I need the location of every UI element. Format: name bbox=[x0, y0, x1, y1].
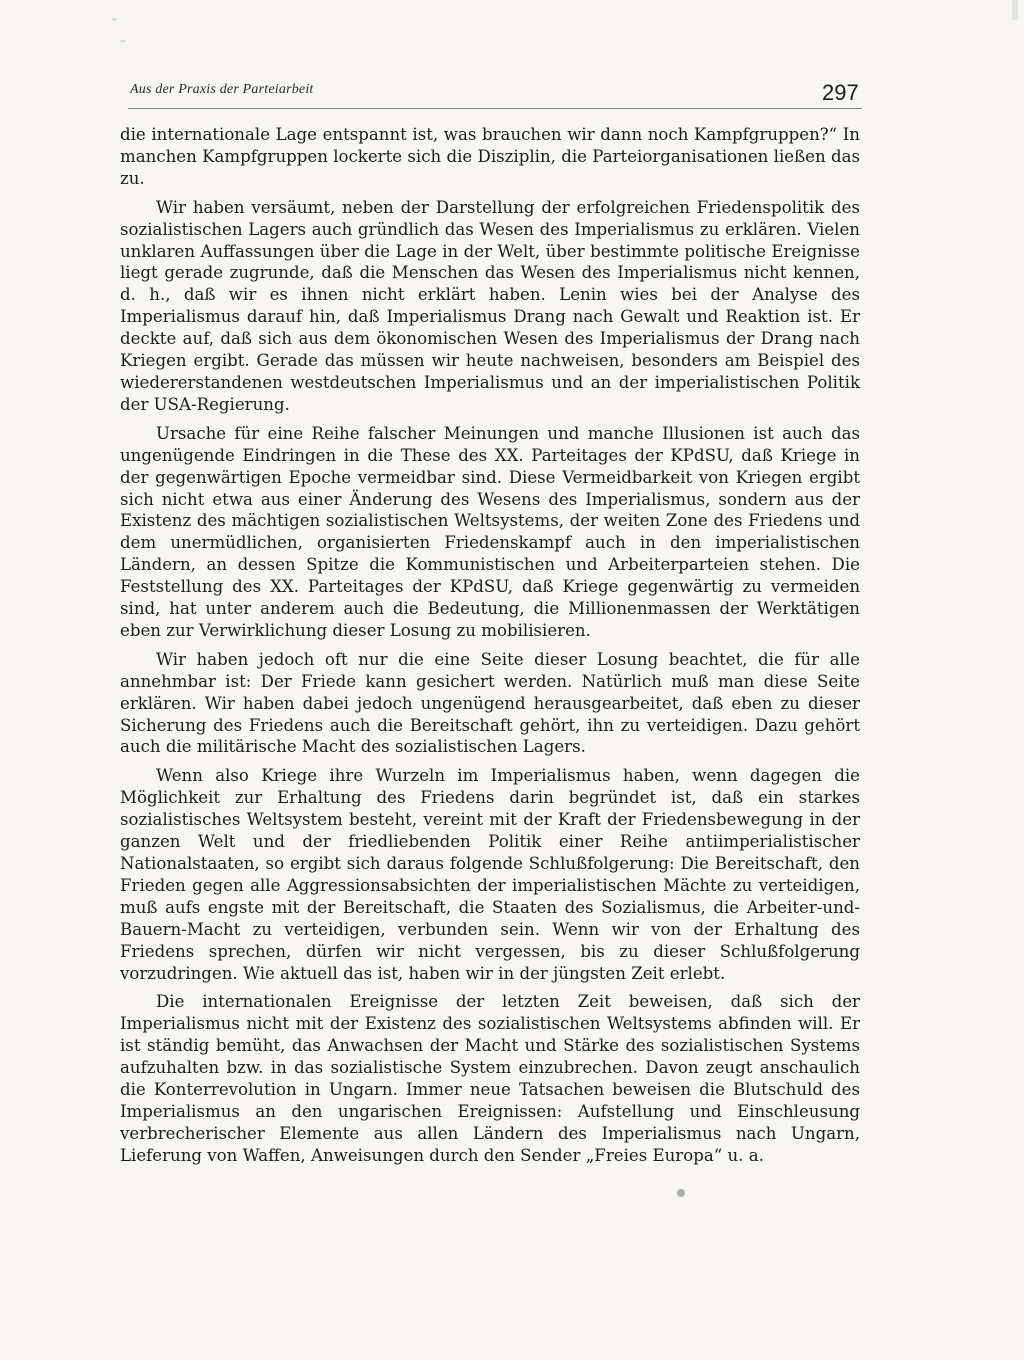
paragraph-2: Wir haben versäumt, neben der Darstellung der erfolgreichen Friedenspolitik des sozialistischen Lagers auch gründlich das Wesen des Imperialismus zu erklären. Vielen unklaren Auffassungen über die Lage in der Welt, über bestimmte politische Ereignisse liegt gerade zugrunde, daß die Menschen das Wesen des Imperialismus nicht kennen, d. h., daß wir es ihnen nicht erklärt haben. Lenin wies bei der Analyse des Imperialismus darauf hin, daß Imperialismus Drang nach Gewalt und Reaktion ist. Er deckte auf, daß sich aus dem ökonomischen Wesen des Imperialismus der Drang nach Kriegen ergibt. Gerade das müssen wir heute nachweisen, besonders am Beispiel des wiedererstandenen westdeutschen Imperialismus und an der imperialistischen Politik der USA-Regierung. bbox=[120, 197, 860, 414]
body-text bbox=[120, 124, 860, 1167]
header-divider bbox=[128, 108, 862, 109]
ink-speck-icon bbox=[677, 1189, 685, 1197]
paragraph-3: Ursache für eine Reihe falscher Meinungen und manche Illusionen ist auch das ungenügende Eindringen in die These des XX. Parteitages der KPdSU, daß Kriege in der gegenwärtigen Epoche vermeidbar sind. Diese Vermeidbarkeit von Kriegen ergibt sich nicht etwa aus einer Änderung des Wesens des Imperialismus, sondern aus der Existenz des mächtigen sozialistischen Weltsystems, der weiten Zone des Friedens und dem unermüdlichen, organisierten Friedenskampf auch in den imperialistischen Ländern, an dessen Spitze die Kommunistischen und Arbeiterparteien stehen. Die Feststellung des XX. Parteitages der KPdSU, daß Kriege gegenwärtig zu vermeiden sind, hat unter anderem auch die Bedeutung, die Millionenmassen der Werktätigen eben zur Verwirklichung dieser Losung zu mobilisieren. bbox=[120, 423, 860, 640]
paragraph-6: Die internationalen Ereignisse der letzten Zeit beweisen, daß sich der Imperialismus nicht mit der Existenz des sozialistischen Weltsystems abfinden will. Er ist ständig bemüht, das Anwachsen der Macht und Stärke des sozialistischen Systems aufzuhalten bzw. in das sozialistische System einzubrechen. Davon zeugt anschaulich die Konterrevolution in Ungarn. Immer neue Tatsachen beweisen die Blutschuld des Imperialismus an den ungarischen Ereignissen: Aufstellung und Einschleusung verbrecherischer Elemente aus allen Ländern des Imperialismus nach Ungarn, Lieferung von Waffen, Anweisungen durch den Sender „Freies Europa“ u. a. bbox=[120, 992, 860, 1165]
ink-speck-icon bbox=[120, 40, 126, 42]
paragraph-4: Wir haben jedoch oft nur die eine Seite dieser Losung beachtet, die für alle annehmbar ist: Der Friede kann gesichert werden. Natürlich muß man diese Seite erklären. Wir haben dabei jedoch ungenügend herausgearbeitet, daß eben zu dieser Sicherung des Friedens auch die Bereitschaft gehört, ihn zu verteidigen. Dazu gehört auch die militärische Macht des sozialistischen Lagers. bbox=[120, 649, 860, 757]
page-edge-mark bbox=[1012, 0, 1018, 20]
running-head-title: Aus der Praxis der Parteiarbeit bbox=[130, 82, 314, 97]
paragraph-5: Wenn also Kriege ihre Wurzeln im Imperialismus haben, wenn dagegen die Möglichkeit zur Erhaltung des Friedens darin begründet ist, daß ein starkes sozialistisches Weltsystem besteht, vereint mit der Kraft der Friedensbewegung in der ganzen Welt und der friedliebenden Politik einer Reihe antiimperialistischer Nationalstaaten, so ergibt sich daraus folgende Schlußfolgerung: Die Bereitschaft, den Frieden gegen alle Aggressionsabsichten der imperialistischen Mächte zu verteidigen, muß aufs engste mit der Bereitschaft, die Staaten des Sozialismus, die Arbeiter-und-Bauern-Macht zu verteidigen, verbunden sein. Wenn wir von der Erhaltung des Friedens sprechen, dürfen wir nicht vergessen, bis zu dieser Schlußfolgerung vorzudringen. Wie aktuell das ist, haben wir in der jüngsten Zeit erlebt. bbox=[120, 766, 860, 983]
paragraph-1: die internationale Lage entspannt ist, was brauchen wir dann noch Kampfgruppen?“ In manchen Kampfgruppen lockerte sich die Disziplin, die Parteiorganisationen ließen das zu. bbox=[120, 125, 860, 188]
ink-speck-icon bbox=[112, 18, 117, 21]
page-number: 297 bbox=[822, 80, 859, 105]
